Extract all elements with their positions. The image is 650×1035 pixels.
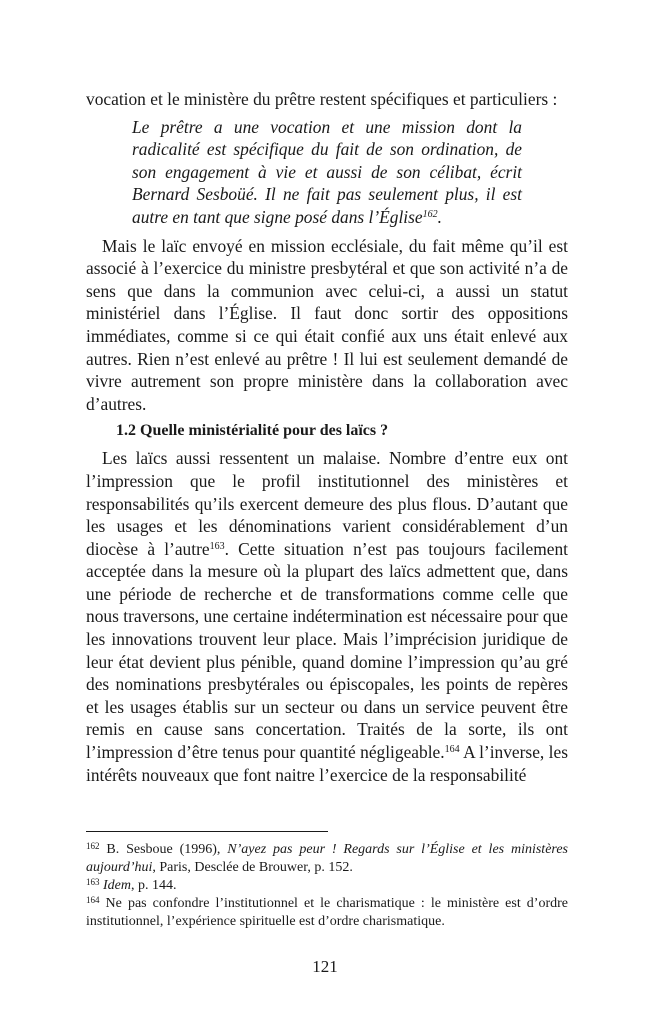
paragraph-1: vocation et le ministère du prêtre restent spécifiques et particuliers : [86, 89, 558, 109]
footnote-text: B. Sesboue (1996), [99, 842, 228, 857]
paragraph-3-part-a: Les laïcs aussi ressentent un malaise. Nombre d’entre eux ont l’impression que le profil institutionnel des ministères et responsabilités qu’ils exercent demeure des plus flous. D’autant que les usages et les dénominations varient considérablement d’un diocèse à l’autre [86, 448, 568, 559]
footnote-ref-162[interactable]: 162 [422, 208, 438, 220]
footnote-162 [86, 841, 568, 877]
footnote-number: 162 [86, 841, 100, 851]
footnote-ref-idem: Idem [103, 878, 131, 893]
footnotes [86, 841, 568, 931]
section-heading: 1.2 Quelle ministérialité pour des laïcs ? [116, 422, 389, 440]
footnote-164 [86, 895, 568, 931]
paragraph-2: Mais le laïc envoyé en mission ecclésiale, du fait même qu’il est associé à l’exercice du ministre presbytéral et que son activité n’a de sens que dans la communion avec celui-ci, a aussi un statut ministériel dans l’Église. Il faut donc sortir des oppositions immédiates, comme si ce qui était confié aux uns était enlevé aux autres. Rien n’est enlevé au prêtre ! Il lui est seulement demandé de vivre autrement son propre ministère dans la collaboration avec d’autres. [86, 235, 568, 414]
block-quote [132, 116, 522, 229]
footnote-text: , Paris, Desclée de Brouwer, p. 152. [152, 860, 353, 875]
page-number: 121 [312, 957, 338, 976]
footnote-text: , p. 144. [131, 878, 177, 893]
footnote-separator [86, 831, 328, 832]
footnote-number: 163 [86, 877, 100, 887]
footnote-book-title: N’ayez pas peur ! Regards sur l’Église et les ministères aujourd’hui [86, 842, 569, 875]
quote-text: Le prêtre a une vocation et une mission dont la radicalité est spécifique du fait de son ordination, de son engagement à vie et aussi de son célibat, écrit Bernard Sesboüé. Il ne fait pas seulement plus, il est autre en tant que signe posé dans l’Église [132, 116, 522, 227]
quote-end: . [437, 206, 442, 227]
footnote-text: Ne pas confondre l’institutionnel et le charismatique : le ministère est d’ordre institutionnel, l’expérience spirituelle est d’ordre charismatique. [86, 896, 568, 929]
footnote-number: 164 [86, 895, 100, 905]
paragraph-3-part-b: . Cette situation n’est pas toujours facilement acceptée dans la mesure où la plupart des laïcs admettent que, dans une période de recherche et de transformations comme celle que nous traversons, une certaine indétermination est nécessaire pour que les innovations trouvent leur place. Mais l’imprécision juridique de leur état devient plus pénible, quand domine l’impression qu’au gré des nominations presbytérales ou épiscopales, les points de repères et les usages établis sur un secteur ou dans un service peuvent être remis en cause sans concertation. Traités de la sorte, ils ont l’impression d’être tenus pour quantité négligeable. [86, 538, 568, 763]
footnote-ref-164[interactable]: 164 [444, 744, 460, 756]
paragraph-3 [86, 447, 568, 786]
paragraph-3-part-c: A l’inverse, les intérêts nouveaux que font naitre l’exercice de la responsabilité [86, 742, 568, 785]
main-text [86, 88, 568, 786]
footnote-163 [86, 877, 568, 895]
footnote-ref-163[interactable]: 163 [209, 540, 225, 552]
